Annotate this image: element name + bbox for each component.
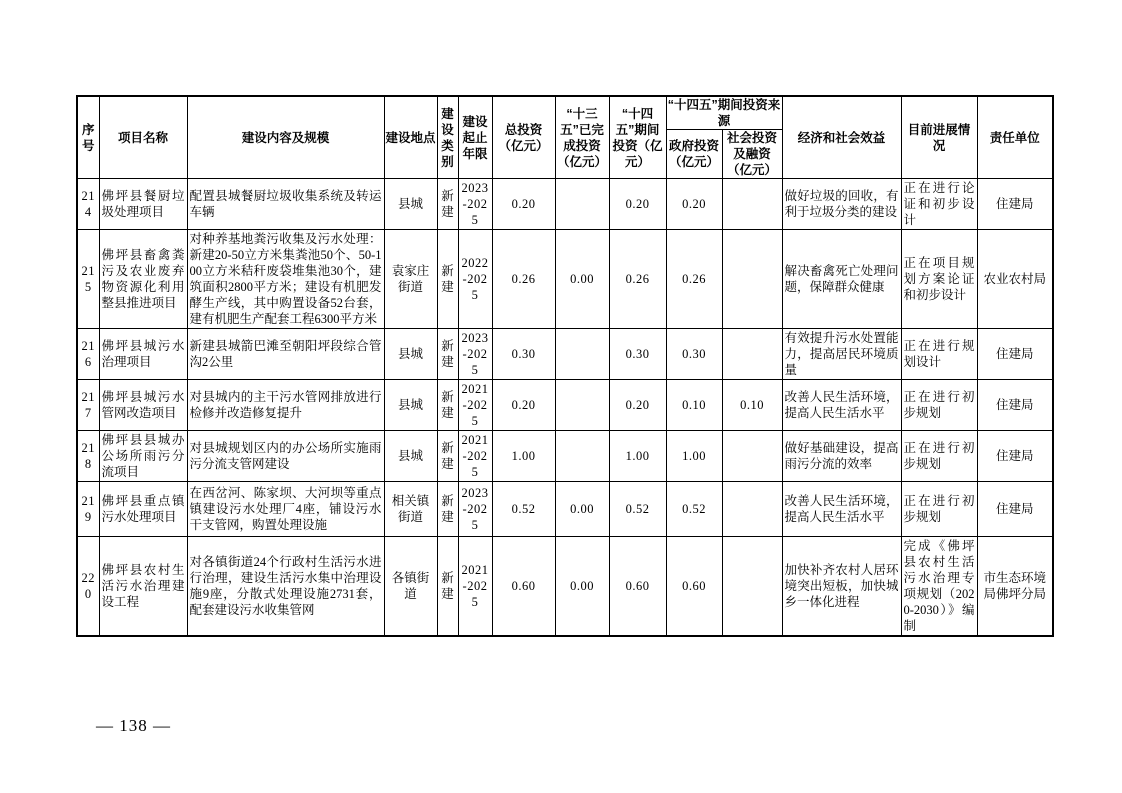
header-years: 建设起止年限 <box>458 96 492 179</box>
cell-category: 新建 <box>437 537 458 637</box>
cell-gov: 0.60 <box>666 537 722 637</box>
table-row <box>77 537 1053 637</box>
cell-years: 2021-2025 <box>458 431 492 482</box>
cell-benefit: 做好垃圾的回收，有利于垃圾分类的建设 <box>782 179 901 230</box>
header-social-investment: 社会投资及融资（亿元） <box>722 130 782 179</box>
cell-progress: 正在进行初步规划 <box>901 431 977 482</box>
cell-135: 0.00 <box>555 482 609 537</box>
cell-location: 袁家庄街道 <box>384 230 437 329</box>
cell-145: 0.20 <box>609 179 666 230</box>
cell-responsible: 住建局 <box>977 482 1053 537</box>
cell-total: 0.60 <box>492 537 555 637</box>
cell-project: 佛坪县农村生活污水治理建设工程 <box>99 537 187 637</box>
cell-progress: 正在进行规划设计 <box>901 329 977 380</box>
header-location: 建设地点 <box>384 96 437 179</box>
cell-responsible: 市生态环境局佛坪分局 <box>977 537 1053 637</box>
cell-no: 217 <box>77 380 99 431</box>
cell-location: 县城 <box>384 329 437 380</box>
cell-gov: 0.10 <box>666 380 722 431</box>
cell-total: 0.20 <box>492 380 555 431</box>
cell-no: 220 <box>77 537 99 637</box>
cell-social <box>722 431 782 482</box>
cell-total: 0.26 <box>492 230 555 329</box>
header-gov-investment: 政府投资（亿元） <box>666 130 722 179</box>
cell-gov: 0.30 <box>666 329 722 380</box>
cell-145: 1.00 <box>609 431 666 482</box>
header-135-completed: “十三五”已完成投资（亿元） <box>555 96 609 179</box>
header-index: 序号 <box>77 96 99 179</box>
cell-145: 0.30 <box>609 329 666 380</box>
cell-category: 新建 <box>437 431 458 482</box>
cell-years: 2023-2025 <box>458 482 492 537</box>
cell-location: 相关镇街道 <box>384 482 437 537</box>
cell-content: 对县城规划区内的办公场所实施雨污分流支管网建设 <box>187 431 384 482</box>
header-progress: 目前进展情况 <box>901 96 977 179</box>
cell-social <box>722 537 782 637</box>
cell-responsible: 住建局 <box>977 179 1053 230</box>
cell-no: 218 <box>77 431 99 482</box>
cell-no: 216 <box>77 329 99 380</box>
cell-social <box>722 482 782 537</box>
cell-progress: 正在进行初步规划 <box>901 380 977 431</box>
cell-project: 佛坪县畜禽粪污及农业废弃物资源化利用整县推进项目 <box>99 230 187 329</box>
cell-progress: 完成《佛坪县农村生活污水治理专项规划（2020-2030）》编制 <box>901 537 977 637</box>
cell-benefit: 有效提升污水处置能力，提高居民环境质量 <box>782 329 901 380</box>
page-number: — 138 — <box>96 716 171 735</box>
cell-project: 佛坪县城污水管网改造项目 <box>99 380 187 431</box>
cell-content: 对县城内的主干污水管网排放进行检修并改造修复提升 <box>187 380 384 431</box>
cell-gov: 0.26 <box>666 230 722 329</box>
header-content-scale: 建设内容及规模 <box>187 96 384 179</box>
cell-gov: 1.00 <box>666 431 722 482</box>
table-row <box>77 230 1053 329</box>
cell-social: 0.10 <box>722 380 782 431</box>
cell-years: 2023-2025 <box>458 179 492 230</box>
cell-progress: 正在进行论证和初步设计 <box>901 179 977 230</box>
header-total-investment: 总投资（亿元） <box>492 96 555 179</box>
cell-category: 新建 <box>437 482 458 537</box>
cell-responsible: 农业农村局 <box>977 230 1053 329</box>
cell-total: 0.30 <box>492 329 555 380</box>
cell-content: 配置县城餐厨垃圾收集系统及转运车辆 <box>187 179 384 230</box>
cell-social <box>722 329 782 380</box>
header-benefit: 经济和社会效益 <box>782 96 901 179</box>
cell-content: 新建县城箭巴滩至朝阳坪段综合管沟2公里 <box>187 329 384 380</box>
cell-project: 佛坪县县城办公场所雨污分流项目 <box>99 431 187 482</box>
cell-years: 2022-2025 <box>458 230 492 329</box>
cell-no: 214 <box>77 179 99 230</box>
cell-content: 在西岔河、陈家坝、大河坝等重点镇建设污水处理厂4座，铺设污水干支管网，购置处理设施 <box>187 482 384 537</box>
cell-no: 215 <box>77 230 99 329</box>
cell-gov: 0.52 <box>666 482 722 537</box>
table-row <box>77 179 1053 230</box>
cell-years: 2021-2025 <box>458 537 492 637</box>
cell-135 <box>555 179 609 230</box>
cell-location: 县城 <box>384 179 437 230</box>
cell-benefit: 做好基础建设，提高雨污分流的效率 <box>782 431 901 482</box>
cell-project: 佛坪县重点镇污水处理项目 <box>99 482 187 537</box>
cell-progress: 正在项目规划方案论证和初步设计 <box>901 230 977 329</box>
header-category: 建设类别 <box>437 96 458 179</box>
cell-responsible: 住建局 <box>977 431 1053 482</box>
cell-category: 新建 <box>437 380 458 431</box>
cell-benefit: 改善人民生活环境，提高人民生活水平 <box>782 380 901 431</box>
cell-145: 0.26 <box>609 230 666 329</box>
cell-project: 佛坪县餐厨垃圾处理项目 <box>99 179 187 230</box>
header-project-name: 项目名称 <box>99 96 187 179</box>
cell-responsible: 住建局 <box>977 380 1053 431</box>
cell-content: 对种养基地粪污收集及污水处理：新建20-50立方米集粪池50个、50-100立方米秸秆废袋堆集池30个，建筑面积2800平方米；建设有机肥发酵生产线，其中购置设备52台套，建有机肥生产配套工程6300平方米 <box>187 230 384 329</box>
cell-no: 219 <box>77 482 99 537</box>
cell-project: 佛坪县城污水治理项目 <box>99 329 187 380</box>
cell-location: 县城 <box>384 380 437 431</box>
cell-location: 各镇街道 <box>384 537 437 637</box>
cell-content: 对各镇街道24个行政村生活污水进行治理，建设生活污水集中治理设施9座，分散式处理设施2731套，配套建设污水收集管网 <box>187 537 384 637</box>
cell-gov: 0.20 <box>666 179 722 230</box>
cell-145: 0.20 <box>609 380 666 431</box>
cell-total: 1.00 <box>492 431 555 482</box>
cell-135: 0.00 <box>555 537 609 637</box>
cell-progress: 正在进行初步规划 <box>901 482 977 537</box>
header-145-source: “十四五”期间投资来源 <box>667 98 781 128</box>
cell-location: 县城 <box>384 431 437 482</box>
cell-135 <box>555 431 609 482</box>
table-row <box>77 431 1053 482</box>
cell-145: 0.60 <box>609 537 666 637</box>
cell-145: 0.52 <box>609 482 666 537</box>
header-145-investment: “十四五”期间投资（亿元） <box>609 96 666 179</box>
cell-category: 新建 <box>437 329 458 380</box>
table-row <box>77 329 1053 380</box>
project-table <box>76 95 1054 637</box>
cell-category: 新建 <box>437 230 458 329</box>
cell-135 <box>555 329 609 380</box>
cell-responsible: 住建局 <box>977 329 1053 380</box>
cell-benefit: 解决畜禽死亡处理问题，保障群众健康 <box>782 230 901 329</box>
table-row <box>77 482 1053 537</box>
cell-135 <box>555 380 609 431</box>
cell-benefit: 加快补齐农村人居环境突出短板，加快城乡一体化进程 <box>782 537 901 637</box>
cell-135: 0.00 <box>555 230 609 329</box>
cell-years: 2021-2025 <box>458 380 492 431</box>
cell-category: 新建 <box>437 179 458 230</box>
table-row <box>77 380 1053 431</box>
header-responsible: 责任单位 <box>977 96 1053 179</box>
cell-benefit: 改善人民生活环境，提高人民生活水平 <box>782 482 901 537</box>
cell-social <box>722 179 782 230</box>
cell-total: 0.52 <box>492 482 555 537</box>
cell-years: 2023-2025 <box>458 329 492 380</box>
cell-total: 0.20 <box>492 179 555 230</box>
cell-social <box>722 230 782 329</box>
